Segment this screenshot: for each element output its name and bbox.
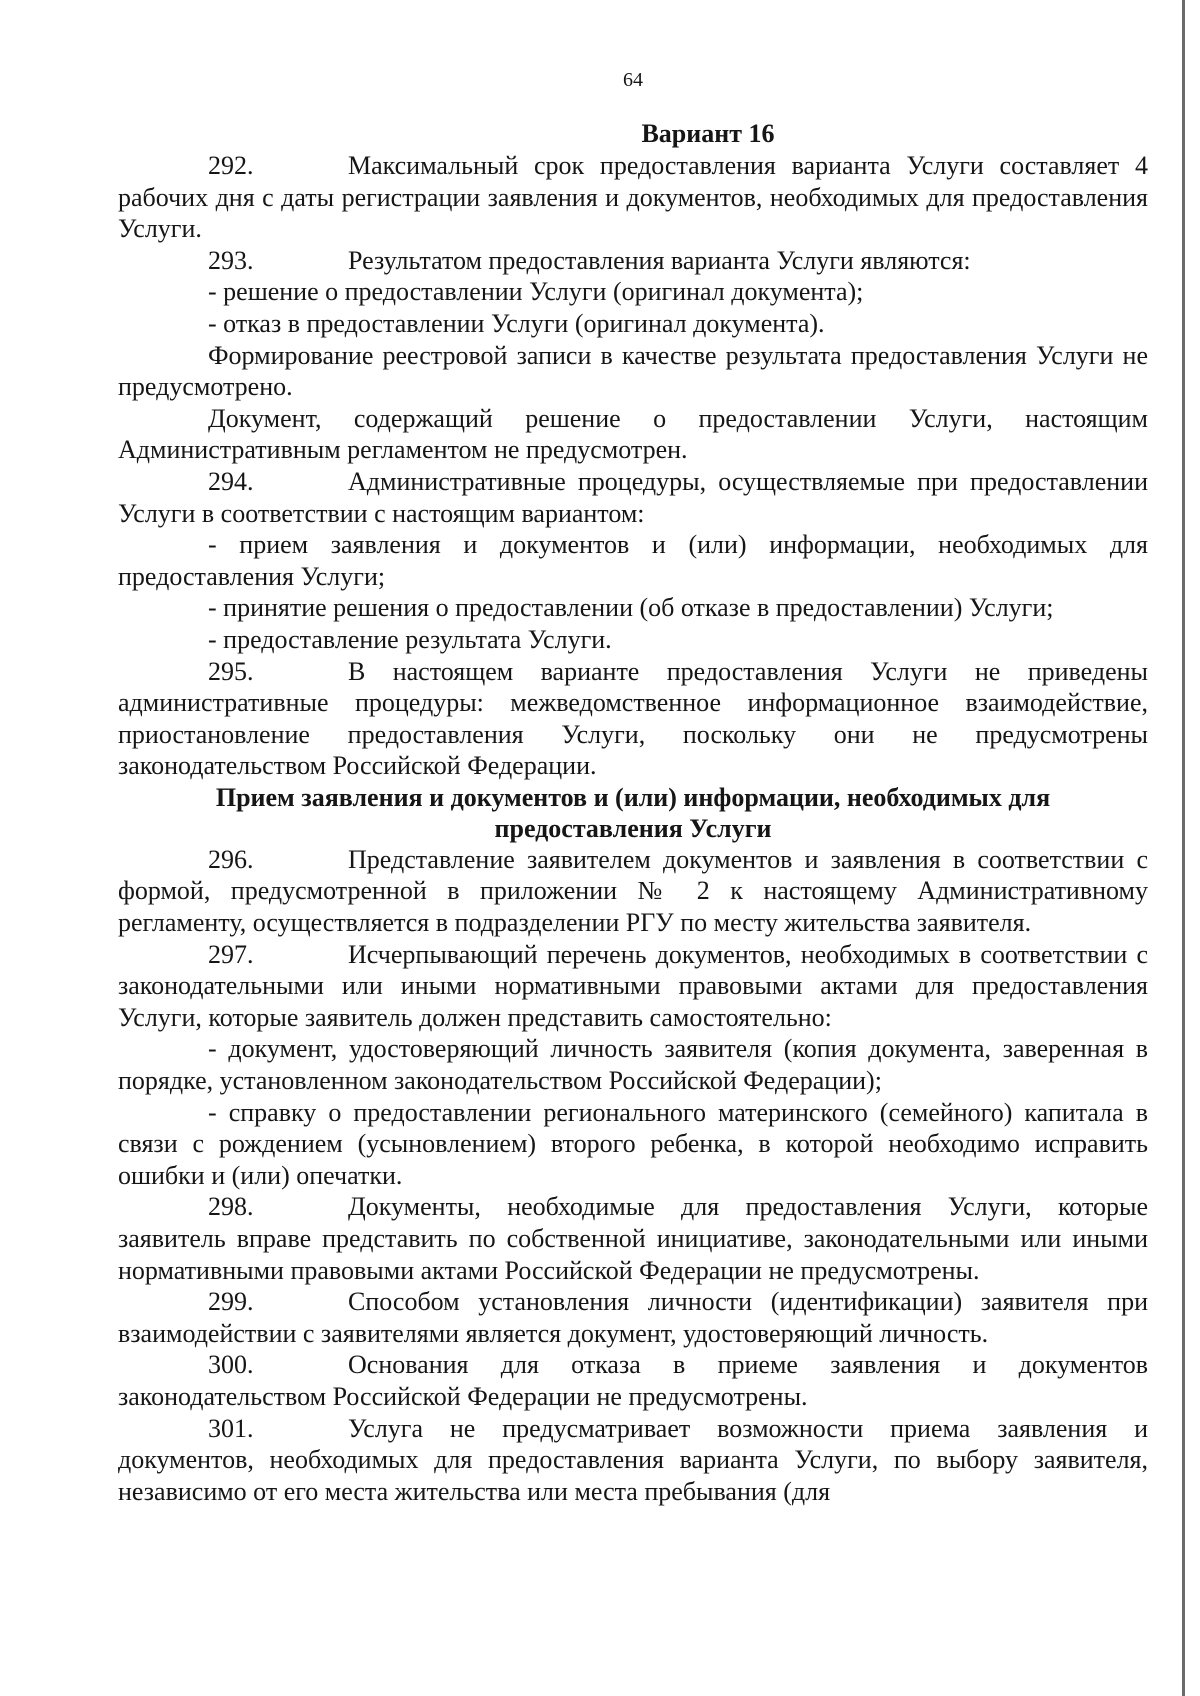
paragraph-number: 297.	[208, 939, 254, 969]
paragraph-text: Представление заявителем документов и заявления в соответствии с формой, предусмотренной в приложении № 2 к настоящему Административному регламенту, осуществляется в подразделении РГУ по месту жительства заявителя.	[118, 844, 1148, 938]
paragraph-text: Способом установления личности (идентификации) заявителя при взаимодействии с заявителями является документ, удостоверяющий личность.	[118, 1287, 1148, 1348]
paragraph-text: Результатом предоставления варианта Услуги являются:	[348, 245, 971, 275]
numbered-paragraph	[118, 150, 1148, 245]
numbered-paragraph	[118, 656, 1148, 782]
list-item: - прием заявления и документов и (или) информации, необходимых для предоставления Услуги;	[118, 530, 1148, 591]
numbered-paragraph	[118, 939, 1148, 1034]
paragraph-number: 296.	[208, 844, 254, 874]
numbered-paragraph	[118, 245, 1148, 277]
paragraph-text: В настоящем варианте предоставления Услуги не приведены административные процедуры: межведомственное информационное взаимодействие, приостановление предоставления Услуги, поскольку они не предусмотрены законодательством Российской Федерации.	[118, 656, 1148, 781]
paragraph-number: 293.	[208, 245, 254, 275]
list-item: - справку о предоставлении регионального материнского (семейного) капитала в связи с рождением (усыновлением) второго ребенка, в которой необходимо исправить ошибки и (или) опечатки.	[118, 1097, 1148, 1190]
paragraph-number: 301.	[208, 1413, 254, 1443]
paragraph-text: Основания для отказа в приеме заявления и документов законодательством Российской Федерации не предусмотрены.	[118, 1350, 1148, 1411]
paragraph-number: 298.	[208, 1192, 254, 1222]
page-number: 64	[623, 69, 643, 91]
page-edge-line	[1182, 0, 1185, 1696]
list-item: - документ, удостоверяющий личность заявителя (копия документа, заверенная в порядке, установленном законодательством Российской Федерации);	[118, 1034, 1148, 1096]
paragraph-number: 294.	[208, 466, 254, 496]
paragraph-text: Максимальный срок предоставления варианта Услуги составляет 4 рабочих дня с даты регистрации заявления и документов, необходимых для предоставления Услуги.	[118, 151, 1148, 244]
paragraph-text: Документы, необходимые для предоставления Услуги, которые заявитель вправе представить по собственной инициативе, законодательными или иными нормативными правовыми актами Российской Федерации не предусмотрены.	[118, 1192, 1148, 1285]
variant-title: Вариант 16	[641, 119, 775, 148]
paragraph-text: Административные процедуры, осуществляемые при предоставлении Услуги в соответствии с настоящим вариантом:	[118, 466, 1148, 528]
numbered-paragraph	[118, 1349, 1148, 1412]
paragraph-number: 299.	[208, 1287, 254, 1317]
list-item: - предоставление результата Услуги.	[208, 624, 612, 654]
paragraph-number: 300.	[208, 1350, 254, 1380]
list-item: - отказ в предоставлении Услуги (оригинал документа).	[208, 308, 825, 338]
numbered-paragraph	[118, 466, 1148, 529]
numbered-paragraph	[118, 1286, 1148, 1349]
paragraph: Формирование реестровой записи в качестве результата предоставления Услуги не предусмотрено.	[118, 340, 1148, 402]
section-heading: Прием заявления и документов и (или) информации, необходимых для предоставления Услуги	[215, 782, 1051, 843]
paragraph-text: Услуга не предусматривает возможности приема заявления и документов, необходимых для предоставления варианта Услуги, по выбору заявителя, независимо от его места жительства или места пребывания (для	[118, 1413, 1148, 1506]
numbered-paragraph	[118, 844, 1148, 939]
document-body	[118, 150, 1148, 1507]
numbered-paragraph	[118, 1413, 1148, 1508]
paragraph: Документ, содержащий решение о предоставлении Услуги, настоящим Административным регламентом не предусмотрен.	[118, 403, 1148, 465]
paragraph-number: 292.	[208, 151, 254, 180]
list-item: - принятие решения о предоставлении (об отказе в предоставлении) Услуги;	[208, 593, 1054, 623]
numbered-paragraph	[118, 1191, 1148, 1286]
list-item: - решение о предоставлении Услуги (оригинал документа);	[208, 277, 864, 307]
paragraph-number: 295.	[208, 656, 254, 686]
paragraph-text: Исчерпывающий перечень документов, необходимых в соответствии с законодательными или иными нормативными правовыми актами для предоставления Услуги, которые заявитель должен представить самостоятельно:	[118, 939, 1148, 1032]
